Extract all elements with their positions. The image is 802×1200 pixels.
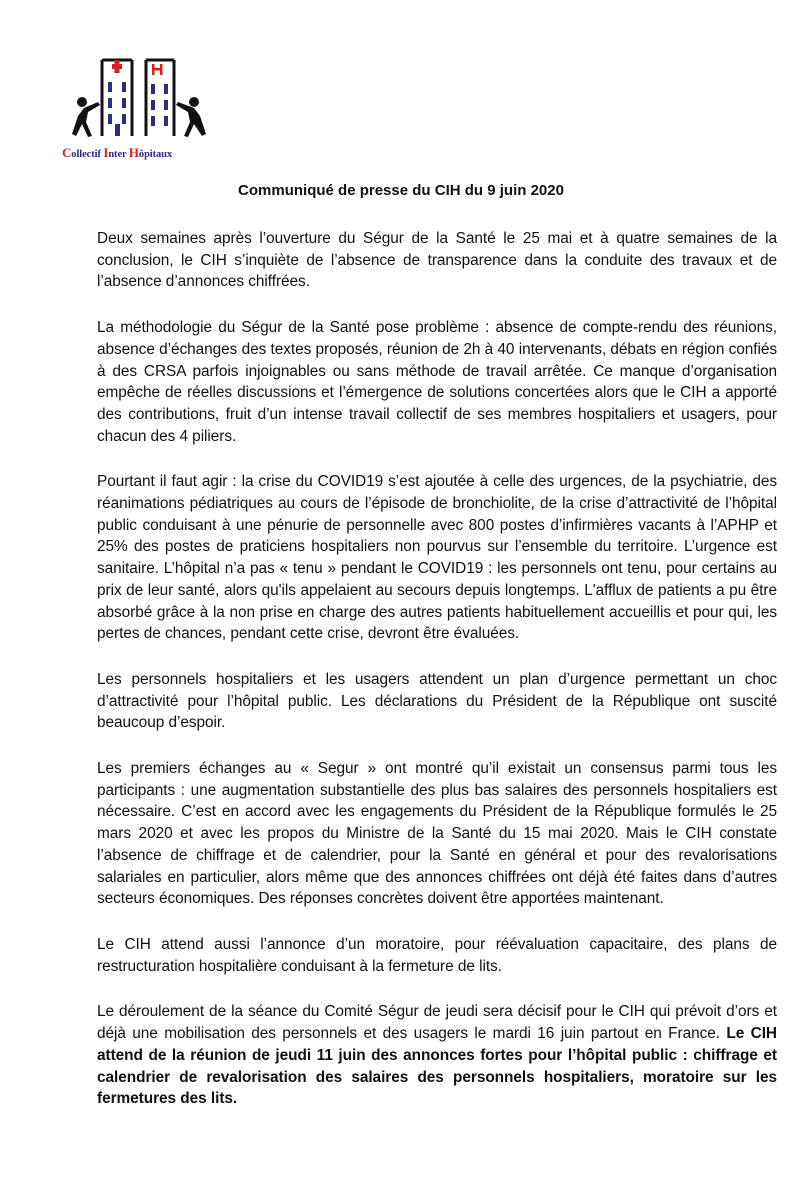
left-figure bbox=[72, 97, 100, 137]
closing-demands: Le CIH attend de la réunion de jeudi 11 juin des annonces fortes pour l’hôpital public : chiffrage et calendrier de revalorisation des salaires des personnels hospitaliers, moratoire sur les fermetures des lits. bbox=[97, 1025, 777, 1108]
paragraph-7 bbox=[97, 1001, 777, 1110]
hospital-buildings-icon bbox=[62, 56, 222, 144]
right-figure bbox=[176, 97, 206, 137]
cih-logo bbox=[62, 56, 222, 166]
press-release-body bbox=[97, 228, 777, 1110]
press-release-title: Communiqué de presse du CIH du 9 juin 2020 bbox=[238, 182, 564, 199]
paragraph-3: Pourtant il faut agir : la crise du COVID19 s’est ajoutée à celle des urgences, de la psychiatrie, des réanimations pédiatriques au cours de l’épisode de bronchiolite, de la crise d’attractivité de l’hôpital public conduisant à une pénurie de personnelle avec 800 postes d’infirmières vacants à l’APHP et 25% des postes de praticiens hospitaliers non pourvus sur l’ensemble du territoire. L’urgence est sanitaire. L’hôpital n’a pas « tenu » pendant le COVID19 : les personnels ont tenu, pour certains au prix de leur santé, alors qu'ils appelaient au secours depuis longtemps. L'afflux de patients a pu être absorbé grâce à la non prise en charge des autres patients habituellement accueillis et pour qui, les pertes de chances, pendant cette crise, devront être évaluées. bbox=[97, 473, 777, 643]
paragraph-2: La méthodologie du Ségur de la Santé pose problème : absence de compte-rendu des réunions, absence d’échanges des textes proposés, réunion de 2h à 40 intervenants, débats en région confiés à des CRSA parfois injoignables ou sans méthode de travail arrêtée. Ce manque d’organisation empêche de réelles discussions et l’émergence de solutions concertées alors que le CIH a apporté des contributions, fruit d’un intense travail collectif de ses membres hospitaliers et usagers, pour chacun des 4 piliers. bbox=[97, 319, 777, 445]
paragraph-1: Deux semaines après l’ouverture du Ségur de la Santé le 25 mai et à quatre semaines de la conclusion, le CIH s’inquiète de l’absence de transparence dans la conduite des travaux et de l’absence d’annonces chiffrées. bbox=[97, 230, 777, 291]
closing-text: Le déroulement de la séance du Comité Ségur de jeudi sera décisif pour le CIH qui prévoit d’ors et déjà une mobilisation des personnels et des usagers le mardi 16 juin partout en France. bbox=[97, 1003, 777, 1043]
left-building bbox=[102, 60, 132, 136]
paragraph-5: Les premiers échanges au « Segur » ont montré qu’il existait un consensus parmi tous les participants : une augmentation substantielle des plus bas salaires des personnels hospitaliers est nécessaire. C’est en accord avec les engagements du Président de la République formulés le 25 mars 2020 et avec les propos du Ministre de la Santé du 15 mai 2020. Mais le CIH constate l’absence de chiffrage et de calendrier, pour la Santé en général et pour des revalorisations salariales en particulier, alors même que des annonces chiffrées ont déjà été faites dans d’autres secteurs économiques. Des réponses concrètes doivent être apportées maintenant. bbox=[97, 760, 777, 908]
paragraph-4: Les personnels hospitaliers et les usagers attendent un plan d’urgence permettant un choc d’attractivité pour l’hôpital public. Les déclarations du Président de la République ont suscité beaucoup d’espoir. bbox=[97, 670, 777, 732]
paragraph-6: Le CIH attend aussi l’annonce d’un moratoire, pour réévaluation capacitaire, des plans de restructuration hospitalière conduisant à la fermeture de lits. bbox=[97, 935, 777, 975]
right-building bbox=[146, 60, 174, 136]
logo-caption: Collectif Inter Hôpitaux bbox=[62, 145, 173, 160]
